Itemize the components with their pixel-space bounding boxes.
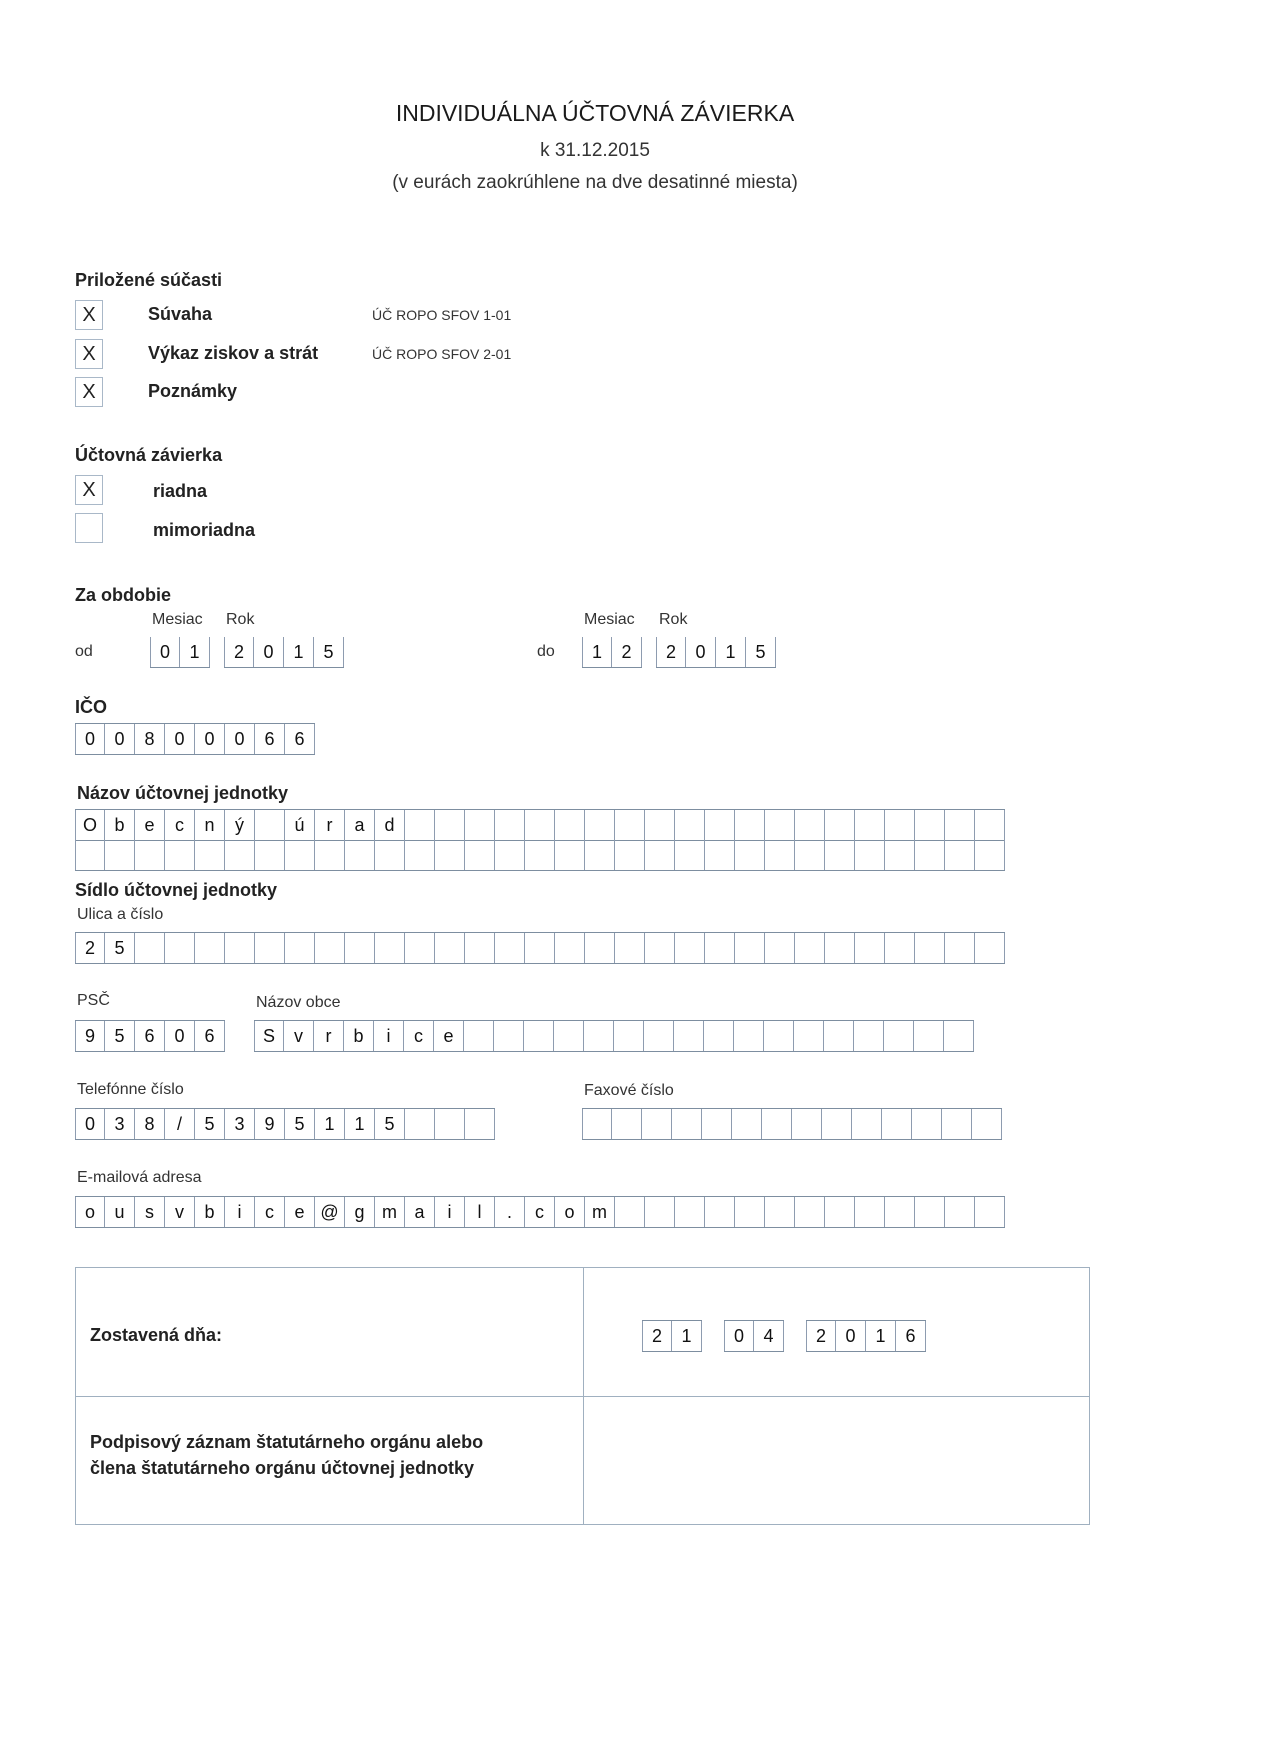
char-cell: 0 xyxy=(75,724,105,754)
from-month-field[interactable] xyxy=(150,637,210,668)
char-cell: 4 xyxy=(754,1321,784,1351)
char-cell xyxy=(645,840,675,870)
char-cell: c xyxy=(525,1197,555,1227)
char-cell xyxy=(975,840,1005,870)
char-cell xyxy=(435,840,465,870)
char-cell xyxy=(464,1021,494,1051)
signature-label-line1: Podpisový záznam štatutárneho orgánu alebo xyxy=(90,1432,484,1452)
email-field[interactable] xyxy=(75,1196,1005,1228)
from-year-field[interactable] xyxy=(224,637,344,668)
char-cell xyxy=(792,1109,822,1139)
char-cell xyxy=(614,1021,644,1051)
char-cell: 5 xyxy=(195,1109,225,1139)
char-cell xyxy=(884,1021,914,1051)
char-cell: 0 xyxy=(75,1109,105,1139)
char-cell xyxy=(734,1021,764,1051)
char-cell: i xyxy=(374,1021,404,1051)
char-cell xyxy=(465,933,495,963)
char-cell xyxy=(915,810,945,840)
char-cell: o xyxy=(75,1197,105,1227)
char-cell xyxy=(672,1109,702,1139)
char-cell xyxy=(585,810,615,840)
ico-field[interactable] xyxy=(75,723,315,755)
char-cell: 8 xyxy=(135,1109,165,1139)
char-cell xyxy=(465,1109,495,1139)
document-title: INDIVIDUÁLNA ÚČTOVNÁ ZÁVIERKA xyxy=(395,100,795,126)
char-cell: 5 xyxy=(746,637,776,667)
char-cell: 2 xyxy=(612,637,642,667)
char-cell xyxy=(345,933,375,963)
char-cell: 0 xyxy=(105,724,135,754)
char-cell xyxy=(405,1109,435,1139)
char-cell xyxy=(645,933,675,963)
char-cell: 0 xyxy=(195,724,225,754)
signature-area[interactable] xyxy=(590,1410,1030,1500)
char-cell: r xyxy=(315,810,345,840)
char-cell xyxy=(825,840,855,870)
char-cell xyxy=(882,1109,912,1139)
char-cell xyxy=(735,933,765,963)
char-cell: 0 xyxy=(165,724,195,754)
char-cell xyxy=(855,810,885,840)
char-cell: 0 xyxy=(724,1321,754,1351)
char-cell: 1 xyxy=(582,637,612,667)
char-cell xyxy=(465,810,495,840)
to-month-field[interactable] xyxy=(582,637,642,668)
char-cell xyxy=(555,810,585,840)
name-label: Názov účtovnej jednotky xyxy=(77,783,289,803)
char-cell: 5 xyxy=(375,1109,405,1139)
char-cell: 0 xyxy=(836,1321,866,1351)
char-cell: 1 xyxy=(345,1109,375,1139)
to-year-field[interactable] xyxy=(656,637,776,668)
char-cell xyxy=(675,933,705,963)
char-cell: a xyxy=(405,1197,435,1227)
char-cell xyxy=(645,810,675,840)
char-cell xyxy=(435,933,465,963)
char-cell xyxy=(195,840,225,870)
component-checkbox-poznamky[interactable]: X xyxy=(75,377,103,407)
char-cell xyxy=(225,933,255,963)
char-cell: 5 xyxy=(285,1109,315,1139)
char-cell xyxy=(765,810,795,840)
statement-label-mimoriadna: mimoriadna xyxy=(153,520,256,540)
char-cell xyxy=(705,1197,735,1227)
char-cell xyxy=(704,1021,734,1051)
char-cell xyxy=(824,1021,854,1051)
char-cell: 2 xyxy=(806,1321,836,1351)
compiled-month-field[interactable] xyxy=(724,1320,784,1352)
char-cell xyxy=(555,933,585,963)
char-cell xyxy=(705,810,735,840)
char-cell xyxy=(525,933,555,963)
component-label-vykaz: Výkaz ziskov a strát xyxy=(148,343,319,363)
fax-label: Faxové číslo xyxy=(584,1082,674,1099)
char-cell: 5 xyxy=(105,1021,135,1051)
char-cell xyxy=(75,840,105,870)
char-cell: 1 xyxy=(180,637,210,667)
char-cell xyxy=(165,933,195,963)
char-cell: S xyxy=(254,1021,284,1051)
char-cell xyxy=(705,933,735,963)
char-cell xyxy=(825,933,855,963)
char-cell xyxy=(225,840,255,870)
char-cell: 2 xyxy=(642,1321,672,1351)
char-cell xyxy=(885,1197,915,1227)
char-cell xyxy=(795,933,825,963)
char-cell xyxy=(735,840,765,870)
address-label: Sídlo účtovnej jednotky xyxy=(75,880,278,900)
char-cell: . xyxy=(495,1197,525,1227)
char-cell xyxy=(944,1021,974,1051)
char-cell xyxy=(465,840,495,870)
fax-field[interactable] xyxy=(582,1108,1002,1140)
char-cell xyxy=(822,1109,852,1139)
char-cell xyxy=(255,933,285,963)
char-cell: a xyxy=(345,810,375,840)
char-cell xyxy=(495,810,525,840)
compiled-day-field[interactable] xyxy=(642,1320,702,1352)
char-cell xyxy=(945,1197,975,1227)
statement-label-riadna: riadna xyxy=(153,481,208,501)
char-cell xyxy=(942,1109,972,1139)
char-cell: e xyxy=(434,1021,464,1051)
email-label: E-mailová adresa xyxy=(77,1169,202,1186)
char-cell xyxy=(135,840,165,870)
char-cell: e xyxy=(135,810,165,840)
name-field-row1[interactable] xyxy=(75,809,1005,841)
char-cell: 9 xyxy=(75,1021,105,1051)
char-cell: m xyxy=(375,1197,405,1227)
char-cell xyxy=(582,1109,612,1139)
compiled-date-label: Zostavená dňa: xyxy=(90,1325,223,1345)
char-cell xyxy=(255,810,285,840)
street-label: Ulica a číslo xyxy=(77,906,164,923)
char-cell: i xyxy=(225,1197,255,1227)
char-cell: v xyxy=(165,1197,195,1227)
char-cell: 6 xyxy=(896,1321,926,1351)
char-cell xyxy=(435,1109,465,1139)
char-cell: @ xyxy=(315,1197,345,1227)
char-cell xyxy=(675,840,705,870)
char-cell xyxy=(855,933,885,963)
char-cell: 1 xyxy=(284,637,314,667)
char-cell: 6 xyxy=(135,1021,165,1051)
char-cell: 0 xyxy=(686,637,716,667)
char-cell xyxy=(644,1021,674,1051)
char-cell xyxy=(885,840,915,870)
char-cell xyxy=(735,810,765,840)
char-cell xyxy=(642,1109,672,1139)
char-cell xyxy=(795,840,825,870)
char-cell: d xyxy=(375,810,405,840)
char-cell xyxy=(794,1021,824,1051)
char-cell xyxy=(315,933,345,963)
char-cell: c xyxy=(165,810,195,840)
char-cell: 1 xyxy=(672,1321,702,1351)
char-cell xyxy=(765,933,795,963)
statement-checkbox-mimoriadna[interactable] xyxy=(75,513,103,543)
char-cell xyxy=(854,1021,884,1051)
phone-field[interactable] xyxy=(75,1108,495,1140)
char-cell xyxy=(435,810,465,840)
char-cell: 6 xyxy=(195,1021,225,1051)
psc-field[interactable] xyxy=(75,1020,225,1052)
char-cell xyxy=(765,840,795,870)
char-cell xyxy=(732,1109,762,1139)
signature-label-line2: člena štatutárneho orgánu účtovnej jednotky xyxy=(90,1458,475,1478)
char-cell: 5 xyxy=(105,933,135,963)
from-label: od xyxy=(75,643,93,660)
char-cell xyxy=(285,933,315,963)
char-cell: r xyxy=(314,1021,344,1051)
char-cell xyxy=(945,840,975,870)
char-cell: v xyxy=(284,1021,314,1051)
char-cell: m xyxy=(585,1197,615,1227)
char-cell xyxy=(702,1109,732,1139)
char-cell xyxy=(255,840,285,870)
name-field-row2[interactable] xyxy=(75,840,1005,871)
char-cell xyxy=(675,1197,705,1227)
char-cell xyxy=(405,810,435,840)
char-cell: 6 xyxy=(285,724,315,754)
char-cell xyxy=(945,933,975,963)
char-cell: o xyxy=(555,1197,585,1227)
char-cell xyxy=(675,810,705,840)
char-cell xyxy=(405,933,435,963)
char-cell xyxy=(584,1021,614,1051)
char-cell xyxy=(912,1109,942,1139)
char-cell: b xyxy=(105,810,135,840)
component-label-suvaha: Súvaha xyxy=(148,304,213,324)
street-field[interactable] xyxy=(75,932,1005,964)
char-cell xyxy=(555,840,585,870)
char-cell: 3 xyxy=(225,1109,255,1139)
char-cell: 1 xyxy=(716,637,746,667)
char-cell xyxy=(615,840,645,870)
char-cell: 3 xyxy=(105,1109,135,1139)
char-cell xyxy=(375,933,405,963)
char-cell: ý xyxy=(225,810,255,840)
char-cell: c xyxy=(255,1197,285,1227)
statement-type-heading: Účtovná závierka xyxy=(75,445,223,465)
char-cell: 2 xyxy=(75,933,105,963)
char-cell xyxy=(495,933,525,963)
phone-label: Telefónne číslo xyxy=(77,1081,184,1098)
char-cell: b xyxy=(344,1021,374,1051)
component-code-vykaz: ÚČ ROPO SFOV 2-01 xyxy=(372,346,512,362)
char-cell xyxy=(975,810,1005,840)
char-cell xyxy=(615,1197,645,1227)
component-checkbox-suvaha[interactable]: X xyxy=(75,300,103,330)
char-cell: g xyxy=(345,1197,375,1227)
to-label: do xyxy=(537,643,555,660)
char-cell xyxy=(405,840,435,870)
char-cell: c xyxy=(404,1021,434,1051)
ico-label: IČO xyxy=(75,697,108,717)
char-cell xyxy=(615,933,645,963)
signature-box-divider-horizontal xyxy=(76,1396,1089,1397)
char-cell: s xyxy=(135,1197,165,1227)
char-cell xyxy=(615,810,645,840)
char-cell: 8 xyxy=(135,724,165,754)
char-cell: 0 xyxy=(225,724,255,754)
char-cell xyxy=(795,810,825,840)
currency-note: (v eurách zaokrúhlene na dve desatinné miesta) xyxy=(392,172,798,193)
char-cell xyxy=(915,933,945,963)
char-cell xyxy=(825,810,855,840)
char-cell xyxy=(915,1197,945,1227)
char-cell: 2 xyxy=(656,637,686,667)
char-cell: O xyxy=(75,810,105,840)
char-cell xyxy=(762,1109,792,1139)
char-cell xyxy=(765,1197,795,1227)
char-cell xyxy=(945,810,975,840)
char-cell xyxy=(855,840,885,870)
char-cell xyxy=(885,933,915,963)
char-cell: 2 xyxy=(224,637,254,667)
char-cell: 1 xyxy=(315,1109,345,1139)
char-cell xyxy=(972,1109,1002,1139)
date-line: k 31.12.2015 xyxy=(540,140,650,161)
char-cell xyxy=(345,840,375,870)
char-cell: / xyxy=(165,1109,195,1139)
char-cell xyxy=(105,840,135,870)
char-cell: 6 xyxy=(255,724,285,754)
char-cell xyxy=(764,1021,794,1051)
char-cell xyxy=(495,840,525,870)
char-cell xyxy=(525,810,555,840)
to-month-label: Mesiac xyxy=(584,611,635,628)
char-cell xyxy=(852,1109,882,1139)
from-month-label: Mesiac xyxy=(152,611,203,628)
city-label: Názov obce xyxy=(256,994,341,1011)
char-cell xyxy=(825,1197,855,1227)
char-cell xyxy=(975,1197,1005,1227)
char-cell: n xyxy=(195,810,225,840)
component-label-poznamky: Poznámky xyxy=(148,381,238,401)
char-cell xyxy=(674,1021,704,1051)
char-cell xyxy=(494,1021,524,1051)
char-cell: l xyxy=(465,1197,495,1227)
from-year-label: Rok xyxy=(226,611,255,628)
char-cell: ú xyxy=(285,810,315,840)
psc-label: PSČ xyxy=(77,992,110,1009)
char-cell xyxy=(375,840,405,870)
char-cell xyxy=(524,1021,554,1051)
char-cell xyxy=(915,840,945,870)
char-cell: u xyxy=(105,1197,135,1227)
char-cell: e xyxy=(285,1197,315,1227)
to-year-label: Rok xyxy=(659,611,688,628)
char-cell: 0 xyxy=(165,1021,195,1051)
char-cell xyxy=(165,840,195,870)
char-cell xyxy=(645,1197,675,1227)
char-cell xyxy=(855,1197,885,1227)
components-heading: Priložené súčasti xyxy=(75,270,223,290)
char-cell xyxy=(705,840,735,870)
statement-checkbox-riadna[interactable]: X xyxy=(75,475,103,505)
char-cell xyxy=(914,1021,944,1051)
char-cell xyxy=(735,1197,765,1227)
char-cell xyxy=(795,1197,825,1227)
char-cell xyxy=(585,840,615,870)
char-cell xyxy=(975,933,1005,963)
char-cell: b xyxy=(195,1197,225,1227)
char-cell: 5 xyxy=(314,637,344,667)
component-code-suvaha: ÚČ ROPO SFOV 1-01 xyxy=(372,307,512,323)
char-cell xyxy=(315,840,345,870)
compiled-year-field[interactable] xyxy=(806,1320,926,1352)
char-cell xyxy=(612,1109,642,1139)
char-cell: i xyxy=(435,1197,465,1227)
char-cell: 9 xyxy=(255,1109,285,1139)
char-cell: 0 xyxy=(150,637,180,667)
period-heading: Za obdobie xyxy=(75,585,171,605)
char-cell xyxy=(554,1021,584,1051)
city-field[interactable] xyxy=(254,1020,974,1052)
char-cell xyxy=(525,840,555,870)
char-cell xyxy=(585,933,615,963)
char-cell xyxy=(885,810,915,840)
char-cell xyxy=(135,933,165,963)
char-cell xyxy=(285,840,315,870)
char-cell: 1 xyxy=(866,1321,896,1351)
component-checkbox-vykaz[interactable]: X xyxy=(75,339,103,369)
char-cell: 0 xyxy=(254,637,284,667)
char-cell xyxy=(195,933,225,963)
